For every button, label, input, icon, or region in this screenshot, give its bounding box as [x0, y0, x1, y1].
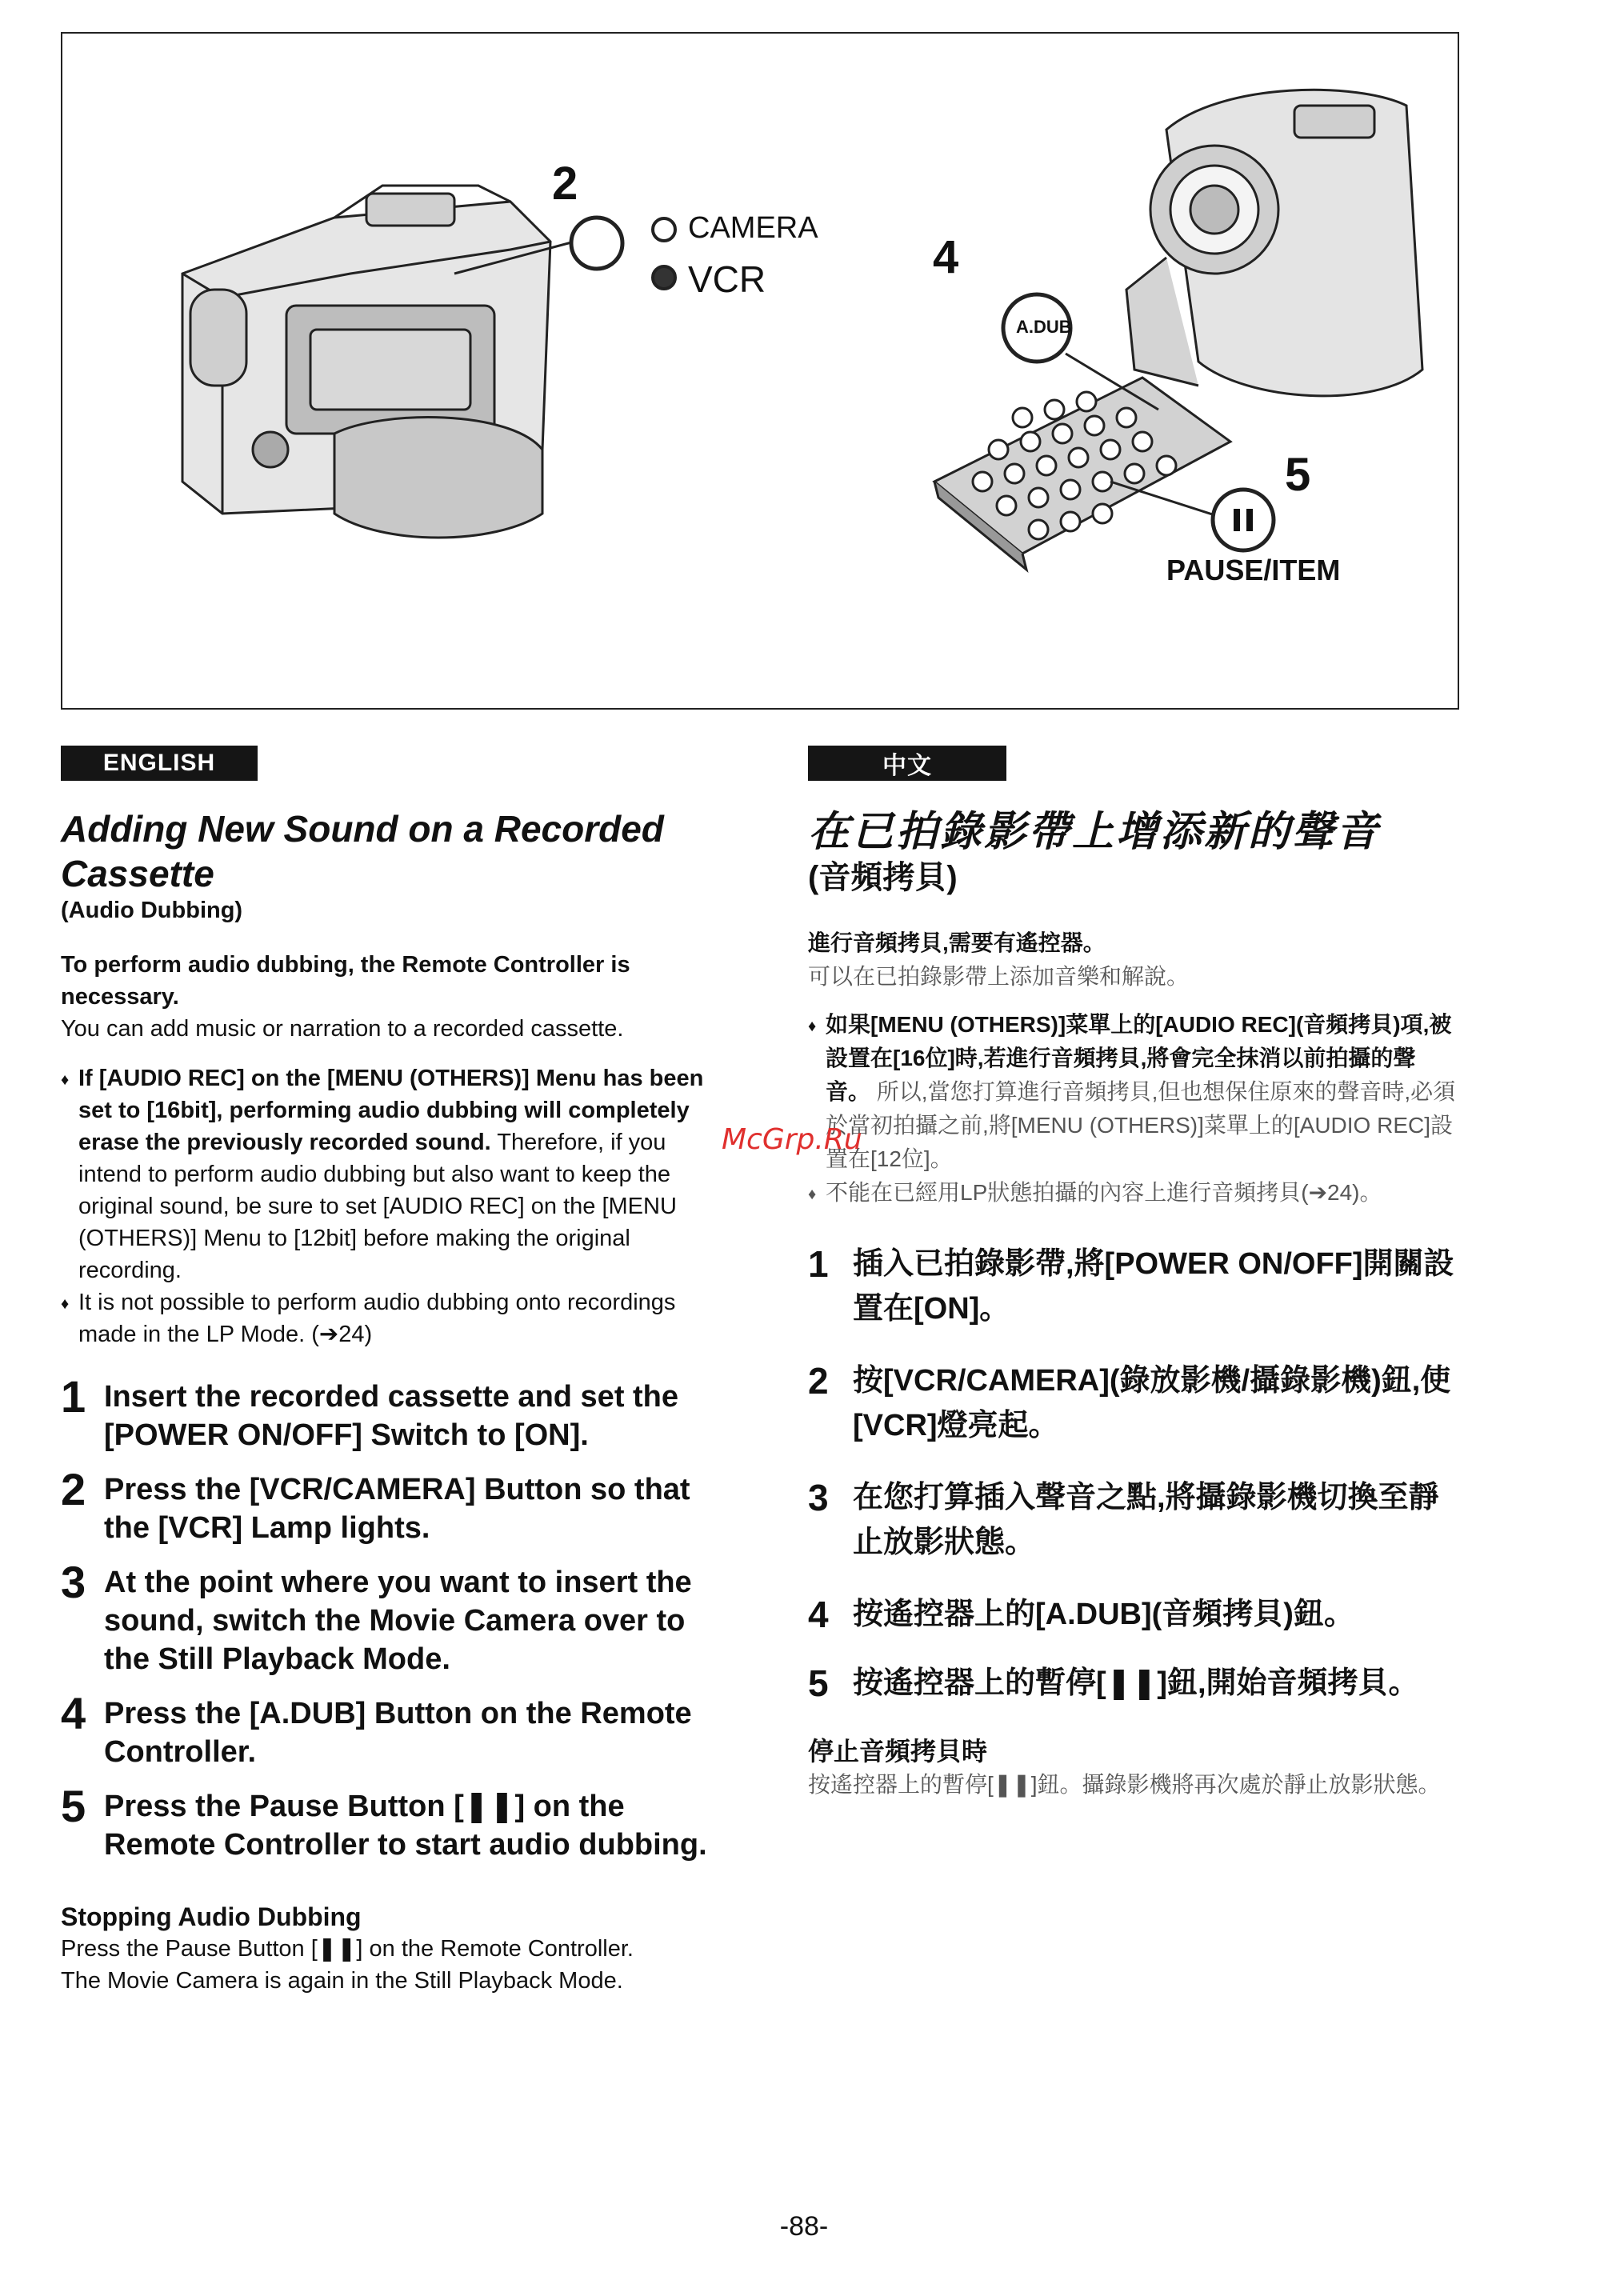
chinese-step-4	[808, 1592, 1456, 1637]
step-text: 插入已拍錄影帶,將[POWER ON/OFF]開關設置在[ON]。	[853, 1247, 1454, 1326]
page-number: -88-	[779, 2211, 829, 2242]
step-number: 5	[61, 1781, 86, 1831]
camera-lamp-icon	[653, 218, 675, 241]
chinese-title: 在已拍錄影帶上增添新的聲音	[808, 809, 1381, 855]
step-number: 5	[808, 1662, 829, 1704]
chinese-note-audio-rec	[808, 1008, 1456, 1176]
chinese-step-3	[808, 1475, 1456, 1565]
step-number: 1	[61, 1371, 86, 1422]
chinese-step-5	[808, 1661, 1456, 1706]
step-number: 4	[61, 1688, 86, 1738]
chinese-step-1	[808, 1242, 1456, 1331]
english-stop-line-2: The Movie Camera is again in the Still Playback Mode.	[61, 1968, 623, 1994]
chinese-subtitle: (音頻拷貝)	[808, 860, 958, 895]
chinese-intro-text: 可以在已拍錄影帶上添加音樂和解說。	[808, 964, 1190, 989]
english-intro-required: To perform audio dubbing, the Remote Controller is necessary.	[61, 952, 630, 1010]
callout-number-2: 2	[552, 158, 578, 210]
chinese-stop-text: 按遙控器上的暫停[❚❚]鈕。攝錄影機將再次處於靜止放影狀態。	[808, 1772, 1441, 1797]
vcr-camera-button-callout	[571, 218, 622, 269]
step-text: Press the [VCR/CAMERA] Button so that the [VCR] Lamp lights.	[104, 1473, 690, 1545]
step-number: 2	[808, 1360, 829, 1402]
step-text: 按[VCR/CAMERA](錄放影機/攝錄影機)鈕,使[VCR]燈亮起。	[853, 1364, 1451, 1442]
english-step-1	[61, 1371, 717, 1454]
chinese-note-lp-mode: ♦ 不能在已經用LP狀態拍攝的內容上進行音頻拷貝(➔24)。	[808, 1176, 1456, 1210]
chinese-column	[808, 806, 1456, 1802]
english-stop-line-1: Press the Pause Button [❚❚] on the Remote Controller.	[61, 1936, 634, 1962]
english-note-audio-rec-detail: Therefore, if you intend to perform audio dubbing but also want to keep the original sound, be sure to set [AUDIO REC] on the [MENU (OTHERS)] Menu to [12bit] before making the original recording.	[78, 1130, 677, 1283]
callout-number-4: 4	[933, 231, 959, 283]
camcorder-drawing	[182, 186, 550, 538]
english-step-5	[61, 1781, 717, 1864]
chinese-step-2	[808, 1358, 1456, 1448]
english-step-4	[61, 1688, 717, 1771]
pause-button-callout	[1213, 490, 1274, 550]
english-step-3	[61, 1557, 717, 1678]
step-number: 4	[808, 1594, 829, 1635]
english-note-audio-rec	[61, 1062, 717, 1286]
callout-number-5: 5	[1285, 449, 1311, 501]
step-number: 3	[61, 1557, 86, 1607]
english-subtitle: (Audio Dubbing)	[61, 898, 243, 923]
step-number: 3	[808, 1477, 829, 1518]
watermark: McGrp.Ru	[722, 1123, 862, 1156]
english-intro-text: You can add music or narration to a recorded cassette.	[61, 1016, 624, 1042]
step-text: Press the [A.DUB] Button on the Remote Controller.	[104, 1697, 692, 1769]
chinese-note-audio-rec-detail: 所以,當您打算進行音頻拷貝,但也想保住原來的聲音時,必須於當初拍攝之前,將[MENU (OTHERS)]菜單上的[AUDIO REC]設置在[12位]。	[826, 1079, 1456, 1171]
vcr-lamp-label: VCR	[688, 258, 766, 300]
english-title: Adding New Sound on a Recorded Cassette	[61, 808, 664, 894]
english-section-tab: ENGLISH	[61, 746, 258, 781]
step-text: 按遙控器上的暫停[❚❚]鈕,開始音頻拷貝。	[853, 1666, 1419, 1700]
chinese-intro-required: 進行音頻拷貝,需要有遙控器。	[808, 930, 1106, 955]
camera-lamp-label: CAMERA	[688, 211, 818, 245]
step-text: Insert the recorded cassette and set the [POWER ON/OFF] Switch to [ON].	[104, 1380, 679, 1452]
step-number: 1	[808, 1243, 829, 1285]
illustration-panel	[61, 32, 1459, 710]
step-text: At the point where you want to insert the sound, switch the Movie Camera over to the Still Playback Mode.	[104, 1566, 692, 1676]
english-note-lp-mode: ♦ It is not possible to perform audio dubbing onto recordings made in the LP Mode. (➔24)	[61, 1286, 717, 1350]
english-column	[61, 806, 717, 1997]
chinese-stop-heading: 停止音頻拷貝時	[808, 1737, 988, 1766]
step-text: 按遙控器上的[A.DUB](音頻拷貝)鈕。	[853, 1598, 1354, 1631]
step-text: Press the Pause Button [❚❚] on the Remote Controller to start audio dubbing.	[104, 1790, 707, 1862]
chinese-section-tab: 中文	[808, 746, 1006, 781]
adub-button-label: A.DUB	[1016, 317, 1072, 337]
camcorder-front-drawing	[1126, 90, 1422, 396]
chinese-note-audio-rec-warning: 如果[MENU (OTHERS)]菜單上的[AUDIO REC](音頻拷貝)項,被設置在[16位]時,若進行音頻拷貝,將會完全抹消以前拍攝的聲音。	[826, 1012, 1452, 1104]
remote-controller-drawing	[934, 378, 1230, 570]
english-note-audio-rec-warning: If [AUDIO REC] on the [MENU (OTHERS)] Menu has been set to [16bit], performing audio dubbing will completely erase the previously recorded sound.	[78, 1066, 704, 1155]
step-number: 2	[61, 1464, 86, 1514]
pause-item-label: PAUSE/ITEM	[1166, 554, 1341, 586]
english-step-2	[61, 1464, 717, 1547]
vcr-lamp-icon	[653, 266, 675, 289]
english-stop-heading: Stopping Audio Dubbing	[61, 1902, 362, 1931]
camcorder-and-remote-illustration	[62, 34, 1458, 708]
step-text: 在您打算插入聲音之點,將攝錄影機切換至靜止放影狀態。	[853, 1481, 1439, 1559]
